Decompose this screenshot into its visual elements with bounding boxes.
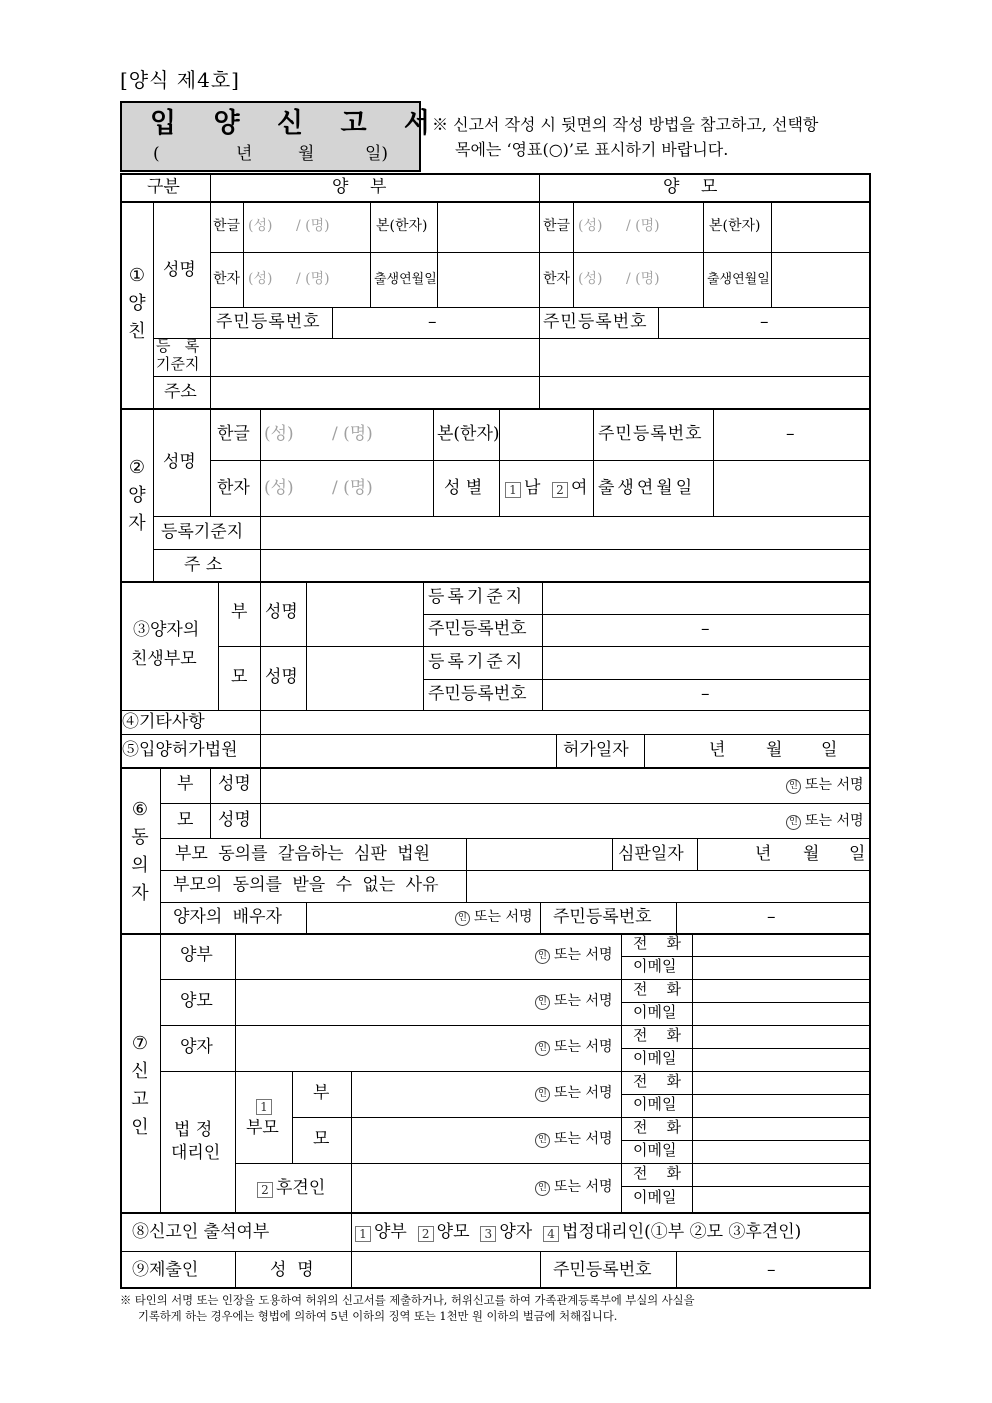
s3-father-name-label: 성명 — [265, 602, 298, 622]
s2-hanja-label: 한자 — [217, 478, 250, 498]
s6-month: 월 — [803, 844, 820, 864]
s3-label-line1: ③양자의 — [133, 620, 200, 640]
s1-mother-hangul-label: 한글 — [543, 218, 571, 234]
s7-seal-2[interactable]: 인 또는 서명 — [535, 994, 613, 1010]
section-7-label: ⑦ 신 고 인 — [131, 1033, 149, 1138]
s7-rep-mother-label: 모 — [313, 1129, 330, 1149]
s6-spouse-label: 양자의 배우자 — [173, 907, 282, 927]
s7-parents-label: 부모 — [246, 1118, 279, 1138]
s7-legal-rep-label-b: 대리인 — [171, 1143, 221, 1163]
attendance-checkbox-1[interactable]: 1 — [355, 1226, 371, 1242]
male-checkbox[interactable]: 1 — [505, 482, 521, 498]
s1-father-birth-label: 출생연월일 — [374, 272, 437, 287]
s6-spouse-seal[interactable]: 인 또는 서명 — [455, 910, 533, 926]
s9-rrn-dash[interactable]: – — [767, 1260, 776, 1280]
s6-court-label: 부모 동의를 갈음하는 심판 법원 — [175, 844, 431, 864]
s3-father-rrn-dash[interactable]: – — [701, 619, 710, 639]
s6-father-name-label: 성명 — [218, 774, 251, 794]
s2-reg-base-label: 등록기준지 — [161, 522, 244, 542]
s3-mother-label: 모 — [231, 667, 248, 687]
s2-hangul-given[interactable]: / (명) — [332, 424, 373, 444]
s3-mother-rrn-dash[interactable]: – — [701, 684, 710, 704]
s6-spouse-rrn-label: 주민등록번호 — [553, 907, 652, 927]
s6-year: 년 — [755, 844, 772, 864]
phone-label-4: 전 화 — [633, 1072, 682, 1090]
seal-icon: 인 — [535, 995, 550, 1010]
attendance-checkbox-2[interactable]: 2 — [418, 1226, 434, 1242]
s2-hangul-label: 한글 — [217, 424, 250, 444]
s6-father-label: 부 — [177, 774, 194, 794]
s1-address-label: 주소 — [164, 382, 197, 402]
s1-reg-base-label-a: 등 록 — [156, 337, 200, 355]
phone-label-3: 전 화 — [633, 1026, 682, 1044]
s1-father-hanja-given[interactable]: / (명) — [296, 271, 330, 287]
email-label-2: 이메일 — [633, 1003, 677, 1021]
s5-year: 년 — [709, 740, 726, 760]
s6-mother-name-label: 성명 — [218, 810, 251, 830]
footer-note-line-2: 기록하게 하는 경우에는 형법에 의하여 5년 이하의 징역 또는 1천만 원 이하의 벌금에 처해집니다. — [138, 1310, 618, 1323]
date-paren: ( — [153, 144, 160, 164]
s2-name-label: 성명 — [163, 452, 196, 472]
header-gubun: 구분 — [147, 177, 180, 197]
s1-father-hanja-label: 한자 — [213, 271, 241, 287]
s7-guardian-option[interactable]: 2 후견인 — [257, 1180, 325, 1198]
date-year-label: 년 — [236, 144, 253, 164]
footer-note-line-1: ※ 타인의 서명 또는 인장을 도용하여 허위의 신고서를 제출하거나, 허위신고를 하여 가족관계등록부에 부실의 사실을 — [120, 1294, 695, 1307]
s9-name-label: 성 명 — [270, 1260, 314, 1280]
guardian-checkbox[interactable]: 2 — [257, 1182, 273, 1198]
s3-mother-reg-label: 등록기준지 — [428, 652, 526, 672]
header-adoptive-mother: 양 모 — [663, 177, 718, 197]
s3-father-rrn-label: 주민등록번호 — [428, 619, 527, 639]
attendance-checkbox-4[interactable]: 4 — [543, 1226, 559, 1242]
s1-mother-bon-label: 본(한자) — [709, 218, 761, 234]
s4-label: ④기타사항 — [122, 712, 205, 732]
s1-father-rrn-label: 주민등록번호 — [216, 312, 321, 332]
s2-birth-label: 출생연월일 — [598, 478, 696, 498]
s1-father-hangul-given[interactable]: / (명) — [296, 218, 330, 234]
s6-day: 일 — [849, 844, 866, 864]
phone-label-1: 전 화 — [633, 934, 682, 952]
email-label-5: 이메일 — [633, 1141, 677, 1159]
s2-male-option[interactable]: 1 남 — [505, 480, 540, 498]
seal-icon: 인 — [535, 1087, 550, 1102]
s7-seal-5[interactable]: 인 또는 서명 — [535, 1132, 613, 1148]
s8-options[interactable]: 1 양부 2 양모 3 양자 4 법정대리인(①부 ②모 ③후견인) — [355, 1224, 801, 1242]
seal-icon: 인 — [535, 1133, 550, 1148]
s3-father-label: 부 — [231, 602, 248, 622]
seal-icon: 인 — [786, 779, 801, 794]
email-label-4: 이메일 — [633, 1095, 677, 1113]
s1-mother-birth-label: 출생연월일 — [707, 272, 770, 287]
note-line-1: ※ 신고서 작성 시 뒷면의 작성 방법을 참고하고, 선택항 — [432, 115, 819, 134]
s2-gender-label: 성 별 — [444, 478, 483, 498]
s7-seal-3[interactable]: 인 또는 서명 — [535, 1040, 613, 1056]
date-month-label: 월 — [298, 144, 315, 164]
s1-father-hangul-label: 한글 — [213, 218, 241, 234]
s1-reg-base-label-b: 기준지 — [156, 355, 200, 373]
s3-mother-rrn-label: 주민등록번호 — [428, 684, 527, 704]
email-label-6: 이메일 — [633, 1188, 677, 1206]
page-title: 입 양 신 고 서 — [150, 108, 445, 139]
section-6-label: ⑥ 동 의 자 — [131, 799, 149, 904]
s6-spouse-rrn-dash[interactable]: – — [767, 907, 776, 927]
s1-mother-hanja-label: 한자 — [543, 271, 571, 287]
seal-icon: 인 — [535, 949, 550, 964]
s1-mother-hanja-surname[interactable]: (성) — [578, 271, 603, 287]
form-table — [120, 173, 871, 1289]
s2-rrn-dash[interactable]: – — [786, 424, 795, 444]
s5-permit-date-label: 허가일자 — [563, 740, 629, 760]
s7-seal-6[interactable]: 인 또는 서명 — [535, 1180, 613, 1196]
phone-label-2: 전 화 — [633, 980, 682, 998]
female-checkbox[interactable]: 2 — [552, 482, 568, 498]
s9-rrn-label: 주민등록번호 — [553, 1260, 652, 1280]
s7-adoptive-father-label: 양부 — [180, 945, 213, 965]
s9-label: ⑨제출인 — [132, 1260, 199, 1280]
seal-icon: 인 — [535, 1181, 550, 1196]
phone-label-5: 전 화 — [633, 1118, 682, 1136]
s2-address-label: 주 소 — [184, 555, 223, 575]
s1-mother-hangul-given[interactable]: / (명) — [626, 218, 660, 234]
s7-seal-1[interactable]: 인 또는 서명 — [535, 948, 613, 964]
s2-hanja-surname[interactable]: (성) — [264, 478, 294, 498]
s1-father-rrn-dash[interactable]: – — [428, 312, 437, 332]
seal-icon: 인 — [535, 1041, 550, 1056]
s7-adoptive-mother-label: 양모 — [180, 991, 213, 1011]
s2-female-option[interactable]: 2 여 — [552, 480, 587, 498]
s2-hangul-surname[interactable]: (성) — [264, 424, 294, 444]
s6-mother-seal[interactable]: 인 또는 서명 — [786, 814, 864, 830]
s7-seal-4[interactable]: 인 또는 서명 — [535, 1086, 613, 1102]
s7-legal-rep-label-a: 법 정 — [174, 1120, 213, 1140]
s5-month: 월 — [766, 740, 783, 760]
s1-mother-hanja-given[interactable]: / (명) — [626, 271, 660, 287]
s3-label-line2: 친생부모 — [131, 649, 197, 669]
email-label-3: 이메일 — [633, 1049, 677, 1067]
s1-name-label: 성명 — [163, 260, 196, 280]
attendance-checkbox-3[interactable]: 3 — [480, 1226, 496, 1242]
s7-adoptee-label: 양자 — [180, 1037, 213, 1057]
seal-icon: 인 — [786, 815, 801, 830]
s1-father-bon-label: 본(한자) — [376, 218, 428, 234]
note-line-2: 목에는 ‘영표(○)’로 표시하기 바랍니다. — [455, 140, 729, 159]
s6-father-seal[interactable]: 인 또는 서명 — [786, 778, 864, 794]
s1-mother-rrn-dash[interactable]: – — [760, 312, 769, 332]
s6-mother-label: 모 — [177, 810, 194, 830]
s2-hanja-given[interactable]: / (명) — [332, 478, 373, 498]
email-label-1: 이메일 — [633, 957, 677, 975]
section-2-label: ② 양 자 — [128, 457, 146, 534]
s1-mother-rrn-label: 주민등록번호 — [543, 312, 648, 332]
s6-reason-label: 부모의 동의를 받을 수 없는 사유 — [173, 875, 439, 895]
seal-icon: 인 — [455, 911, 470, 926]
s2-rrn-label: 주민등록번호 — [598, 424, 703, 444]
s5-label: ⑤입양허가법원 — [122, 740, 238, 760]
date-day-label: 일) — [365, 144, 389, 164]
s6-judgment-date-label: 심판일자 — [618, 844, 684, 864]
parents-checkbox[interactable]: 1 — [256, 1099, 272, 1115]
s1-father-hangul-surname[interactable]: (성) — [248, 218, 273, 234]
s3-mother-name-label: 성명 — [265, 667, 298, 687]
s3-father-reg-label: 등록기준지 — [428, 587, 526, 607]
section-1-label: ① 양 친 — [128, 265, 146, 342]
s7-rep-father-label: 부 — [313, 1083, 330, 1103]
s7-parents-option[interactable] — [256, 1097, 275, 1115]
s2-bon-label: 본(한자) — [437, 424, 500, 444]
form-number: [양식 제4호] — [120, 68, 240, 92]
phone-label-6: 전 화 — [633, 1164, 682, 1182]
s1-father-hanja-surname[interactable]: (성) — [248, 271, 273, 287]
s1-mother-hangul-surname[interactable]: (성) — [578, 218, 603, 234]
header-adoptive-father: 양 부 — [332, 177, 387, 197]
s5-day: 일 — [821, 740, 838, 760]
s8-label: ⑧신고인 출석여부 — [132, 1222, 270, 1242]
